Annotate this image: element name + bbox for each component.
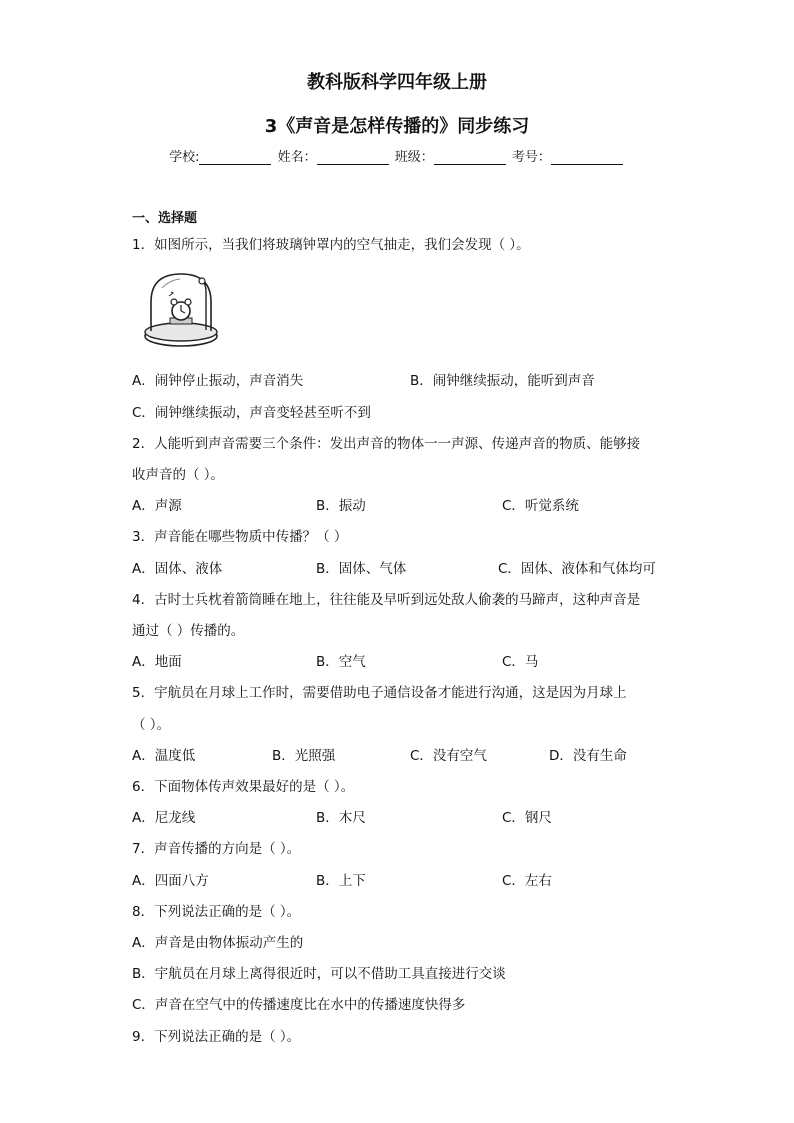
q8-option-b[interactable]: B．宇航员在月球上离得很近时，可以不借助工具直接进行交谈 <box>132 966 506 982</box>
question-2-text: 2．人能听到声音需要三个条件：发出声音的物体一一声源、传递声音的物质、能够接 <box>132 436 641 452</box>
page-title: 教科版科学四年级上册 <box>307 72 487 93</box>
class-label: 班级： <box>394 150 434 165</box>
question-9-text: 9．下列说法正确的是（ ）。 <box>132 1029 301 1045</box>
q1-option-c[interactable]: C．闹钟继续振动，声音变轻甚至听不到 <box>132 405 371 421</box>
name-blank[interactable] <box>317 150 389 165</box>
question-5-text: 5．宇航员在月球上工作时，需要借助电子通信设备才能进行沟通，这是因为月球上 <box>132 685 627 701</box>
question-7-text: 7．声音传播的方向是（ ）。 <box>132 841 301 857</box>
question-4-text-cont: 通过（ ）传播的。 <box>132 623 245 639</box>
q3-option-a[interactable]: A．固体、液体 <box>132 561 223 577</box>
q4-option-b[interactable]: B．空气 <box>316 654 366 670</box>
q6-option-a[interactable]: A．尼龙线 <box>132 810 196 826</box>
exam-number-label: 考号： <box>511 150 551 165</box>
q5-option-a[interactable]: A．温度低 <box>132 748 196 764</box>
exam-number-blank[interactable] <box>551 150 623 165</box>
q7-option-a[interactable]: A．四面八方 <box>132 873 209 889</box>
section-title: 一、选择题 <box>132 211 198 226</box>
q8-option-c[interactable]: C．声音在空气中的传播速度比在水中的传播速度快得多 <box>132 997 466 1013</box>
q5-option-d[interactable]: D．没有生命 <box>549 748 627 764</box>
question-3-text: 3．声音能在哪些物质中传播？（ ） <box>132 529 348 545</box>
q7-option-c[interactable]: C．左右 <box>502 873 552 889</box>
q8-option-a[interactable]: A．声音是由物体振动产生的 <box>132 935 304 951</box>
question-4-text: 4．古时士兵枕着箭筒睡在地上，往往能及早听到远处敌人偷袭的马蹄声，这种声音是 <box>132 592 641 608</box>
question-6-text: 6．下面物体传声效果最好的是（ ）。 <box>132 779 355 795</box>
class-blank[interactable] <box>434 150 506 165</box>
q2-option-b[interactable]: B．振动 <box>316 498 366 514</box>
student-info-row <box>0 146 794 165</box>
q2-option-a[interactable]: A．声源 <box>132 498 182 514</box>
bell-jar-alarm-clock-figure <box>140 268 222 352</box>
q4-option-a[interactable]: A．地面 <box>132 654 182 670</box>
q3-option-c[interactable]: C．固体、液体和气体均可 <box>498 561 656 577</box>
q1-option-b[interactable]: B．闹钟继续振动，能听到声音 <box>410 373 595 389</box>
q5-option-c[interactable]: C．没有空气 <box>410 748 487 764</box>
question-5-text-cont: （ ）。 <box>132 717 171 733</box>
q4-option-c[interactable]: C．马 <box>502 654 539 670</box>
school-blank[interactable] <box>199 150 271 165</box>
q5-option-b[interactable]: B．光照强 <box>272 748 336 764</box>
page-subtitle: 3《声音是怎样传播的》同步练习 <box>264 116 530 137</box>
name-label: 姓名： <box>277 150 317 165</box>
q6-option-c[interactable]: C．钢尺 <box>502 810 552 826</box>
q1-option-a[interactable]: A．闹钟停止振动，声音消失 <box>132 373 304 389</box>
q2-option-c[interactable]: C．听觉系统 <box>502 498 579 514</box>
question-8-text: 8．下列说法正确的是（ ）。 <box>132 904 301 920</box>
q7-option-b[interactable]: B．上下 <box>316 873 366 889</box>
q3-option-b[interactable]: B．固体、气体 <box>316 561 407 577</box>
school-label: 学校: <box>169 150 200 165</box>
q6-option-b[interactable]: B．木尺 <box>316 810 366 826</box>
question-1-text: 1．如图所示，当我们将玻璃钟罩内的空气抽走，我们会发现（ ）。 <box>132 237 530 253</box>
question-2-text-cont: 收声音的（ ）。 <box>132 467 225 483</box>
